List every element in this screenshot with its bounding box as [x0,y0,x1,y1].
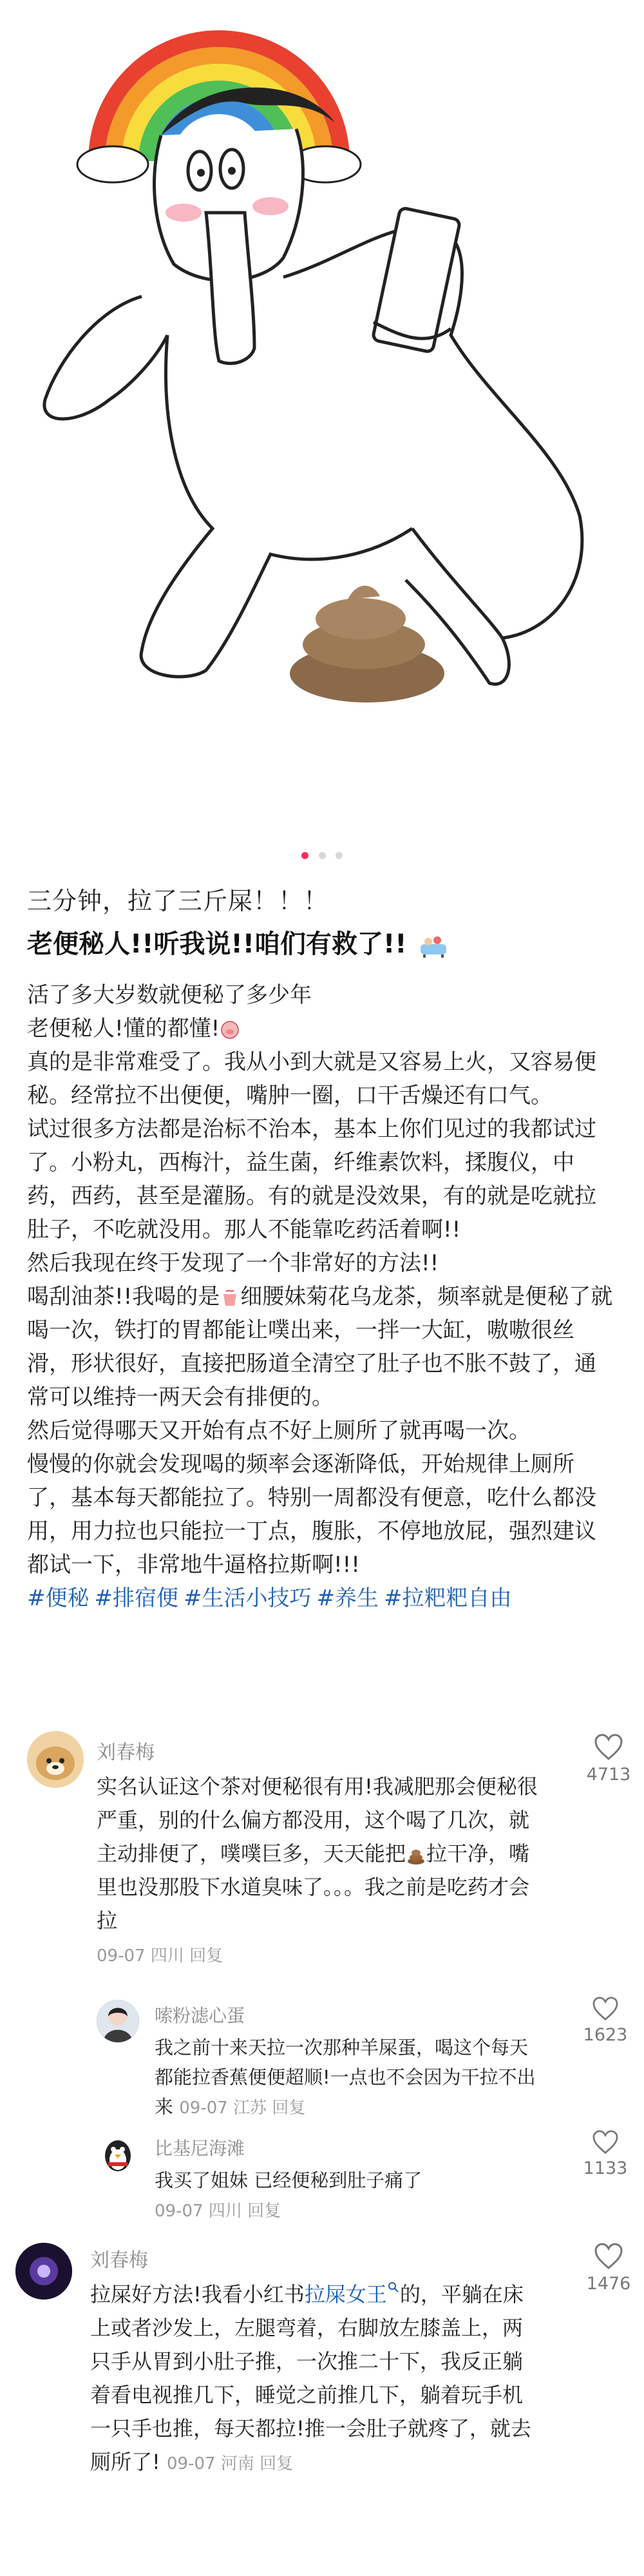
comment-username[interactable]: 刘春梅 [97,1741,155,1764]
like-count: 1133 [583,2158,628,2178]
like-button[interactable] [580,2243,638,2294]
post-paragraph: 然后我现在终于发现了一个非常好的方法!! [27,1250,439,1276]
heart-icon [594,2243,623,2270]
post-content [27,883,617,1615]
poop-icon [290,586,444,702]
avatar[interactable] [97,2133,139,2175]
post-paragraph [27,1280,617,1414]
post-paragraph [27,1012,617,1045]
comment-meta [155,2202,281,2221]
hashtag[interactable]: #排宿便 [94,1585,178,1611]
reply-button[interactable]: 回复 [272,2098,306,2118]
comment-text-part: 实名认证这个茶对便秘很有用!我减肥那会便秘很严重，别的什么偏方都没用，这个喝了几次，就主动排便了，噗噗巨多，天天能把 [97,1774,538,1866]
comment-username[interactable]: 比基尼海滩 [155,2138,245,2159]
like-button[interactable] [576,2130,634,2178]
post-subtitle-text: 老便秘人!!听我说!!咱们有救了!! [27,929,407,959]
penguin-avatar-icon [97,2133,139,2175]
poop-icon [406,1845,426,1865]
reply-button[interactable]: 回复 [189,1946,223,1966]
comment-text [155,2033,541,2123]
comment-text [97,1770,541,1973]
post-paragraph-text: 细腰妹菊花乌龙茶，频率就是便秘了就喝一次，铁打的胃都能让噗出来，一拌一大缸，嗷嗷很丝滑，形状很好，直接把肠道全清空了肚子也不胀不鼓了，通常可以维持一两天会有排便的。 [27,1284,613,1410]
hashtag[interactable]: #拉粑粑自由 [384,1585,512,1611]
like-button[interactable] [576,1997,634,2045]
carousel-dot-active[interactable] [301,852,308,859]
comment-username[interactable]: 嗦粉滤心蛋 [155,2005,245,2026]
comment-location: 河南 [220,2454,254,2474]
like-button[interactable] [580,1734,638,1785]
girl-avatar-icon [97,2000,139,2042]
comment-date: 09-07 [97,1946,146,1966]
comment-text-part: 拉屎好方法!我看小红书 [90,2282,305,2307]
carousel-dot[interactable] [336,852,343,859]
post-paragraph: 活了多大岁数就便秘了多少年 [27,982,312,1008]
comment-date: 09-07 [155,2202,204,2221]
comment-location: 四川 [208,2202,242,2221]
comment-date: 09-07 [167,2454,216,2474]
reply-button[interactable]: 回复 [260,2454,294,2474]
avatar[interactable] [97,2000,139,2042]
heart-icon [594,1734,623,1761]
like-count: 4713 [586,1765,631,1785]
anime-avatar-icon [15,2243,72,2300]
comment-text [90,2278,541,2481]
like-count: 1476 [586,2274,631,2294]
hashtag[interactable]: #生活小技巧 [184,1585,312,1611]
pig-face-icon [220,1020,240,1040]
comment-username[interactable]: 刘春梅 [90,2249,148,2272]
avatar[interactable] [15,2243,72,2300]
comment-text [155,2165,541,2226]
post-body [27,978,617,1615]
tea-icon [220,1288,240,1308]
comment-location: 江苏 [233,2098,267,2118]
comment-meta [179,2098,305,2118]
comment-meta [167,2454,293,2474]
dog-avatar-icon [27,1731,84,1788]
post-paragraph: 试过很多方法都是治标不治本，基本上你们见过的我都试过了。小粉丸，西梅汁，益生菌，纤维素饮料，揉腹仪，中药，西药，甚至是灌肠。有的就是没效果，有的就是吃就拉肚子，不吃就没用。那人不能靠吃药活着啊!! [27,1116,596,1243]
search-icon [387,2281,400,2294]
post-image[interactable] [0,0,644,831]
post-paragraph: 慢慢的你就会发现喝的频率会逐渐降低，开始规律上厕所了，基本每天都能拉了。特别一周都没有便意，吃什么都没用，用力拉也只能拉一丁点，腹胀，不停地放屁，强烈建议都试一下，非常地牛逼格拉斯啊!!! [27,1451,596,1578]
comment-text-part: 我之前十来天拉一次那种羊屎蛋，喝这个每天都能拉香蕉便便超顺!一点也不会因为干拉不出来 [155,2037,536,2118]
comment-text-part: 我买了姐妹 已经便秘到肚子痛了 [155,2169,422,2191]
post-paragraph-text: 喝刮油茶!!我喝的是 [27,1284,220,1310]
post-paragraph: 真的是非常难受了。我从小到大就是又容易上火，又容易便秘。经常拉不出便便，嘴肿一圈，口干舌燥还有口气。 [27,1049,596,1109]
post-tags [27,1582,617,1615]
hashtag[interactable]: #便秘 [27,1585,90,1611]
user-link[interactable]: 拉屎女王 [304,2282,387,2307]
reply-button[interactable]: 回复 [247,2202,281,2221]
avatar[interactable] [27,1731,84,1788]
comment-location: 四川 [150,1946,184,1966]
post-subtitle [27,925,617,963]
post-paragraph-text: 老便秘人!懂的都懂! [27,1016,220,1041]
post-paragraph: 然后觉得哪天又开始有点不好上厕所了就再喝一次。 [27,1418,531,1444]
heart-icon [592,1997,619,2021]
heart-icon [592,2130,619,2155]
post-title: 三分钟，拉了三斤屎！！！ [27,887,329,915]
carousel-indicator[interactable] [0,849,644,862]
comment-date: 09-07 [179,2098,228,2118]
like-count: 1623 [583,2025,628,2045]
comment-meta [97,1946,223,1966]
comment-text-part: 拉干净，嘴里也没那股下水道臭味了。。。我之前是吃药才会拉 [97,1841,530,1933]
carousel-dot[interactable] [319,852,326,859]
hashtag[interactable]: #养生 [316,1585,379,1611]
bathtub-icon [419,933,448,958]
comment-text-part: 的，平躺在床上或者沙发上，左腿弯着，右脚放左膝盖上，两只手从胃到小肚子推，一次推二十下，我反正躺着看电视推几下，睡觉之前推几下，躺着玩手机一只手也推，每天都拉!推一会肚子就疼了，就去厕所了! [90,2282,531,2474]
cartoon-illustration [0,0,644,831]
